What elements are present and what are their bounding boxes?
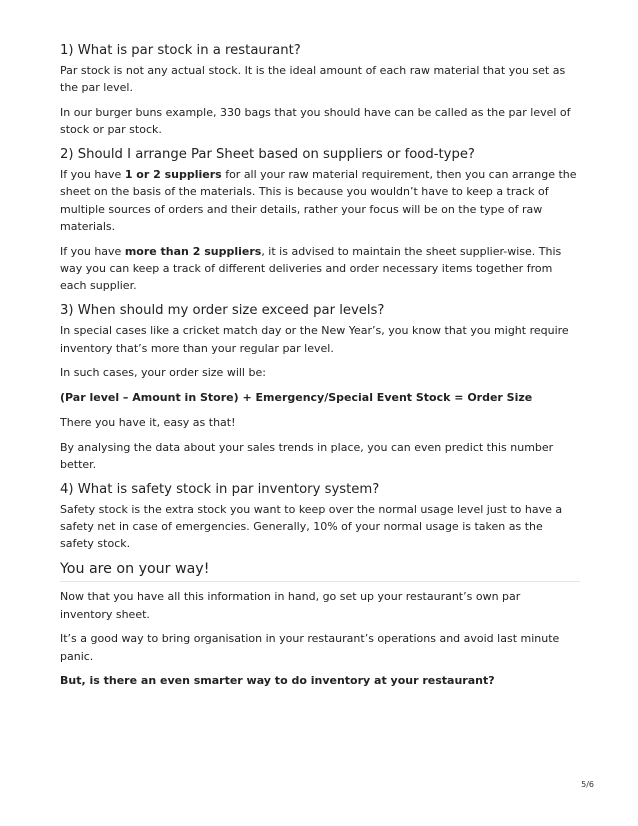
question-1-paragraph-2	[60, 104, 580, 139]
closing-section-heading: You are on your way!	[60, 560, 580, 582]
closing-question: But, is there an even smarter way to do inventory at your restaurant?	[60, 674, 495, 688]
document-page	[60, 42, 580, 697]
text-line: each supplier.	[60, 279, 137, 293]
closing-paragraph-1	[60, 588, 580, 623]
text-line: It’s a good way to bring organisation in your restaurant’s operations and avoid last minute	[60, 632, 560, 646]
text-line: safety stock.	[60, 537, 131, 551]
text-line	[60, 245, 561, 258]
page-number: 5/6	[581, 780, 594, 789]
text-line: multiple sources of orders and their details, rather your focus will be on the type of raw	[60, 202, 543, 216]
bold-text: 1 or 2 suppliers	[124, 168, 222, 182]
question-4-paragraph-1	[60, 501, 580, 553]
text-line: panic.	[60, 649, 94, 663]
text-line: materials.	[60, 220, 116, 234]
question-3-paragraph-4	[60, 439, 580, 474]
question-1-paragraph-1	[60, 62, 580, 97]
text-line: safety net in case of emergencies. Generally, 10% of your normal usage is taken as the	[60, 520, 543, 534]
text-line: By analysing the data about your sales trends in place, you can even predict this number	[60, 440, 554, 454]
text-line: In special cases like a cricket match day or the New Year’s, you know that you might require	[60, 324, 569, 338]
text-line: the par level.	[60, 81, 133, 95]
closing-paragraph-2	[60, 630, 580, 665]
bold-text: more than 2 suppliers	[124, 244, 262, 258]
text-line: inventory sheet.	[60, 607, 150, 621]
question-2-paragraph-1	[60, 166, 580, 235]
text-line: inventory that’s more than your regular par level.	[60, 341, 334, 355]
text-run: for all your raw material requirement, then you can arrange the	[221, 168, 577, 182]
text-run: If you have	[60, 244, 125, 258]
text-line: Now that you have all this information in hand, go set up your restaurant’s own par	[60, 590, 521, 604]
question-4-heading: 4) What is safety stock in par inventory system?	[60, 481, 380, 497]
question-2-paragraph-2	[60, 243, 580, 295]
text-line: stock or par stock.	[60, 123, 162, 137]
text-line: better.	[60, 458, 97, 472]
text-line: Safety stock is the extra stock you want to keep over the normal usage level just to have a	[60, 502, 563, 516]
text-line: In our burger buns example, 330 bags that you should have can be called as the par level of	[60, 106, 571, 120]
question-3-paragraph-2: In such cases, your order size will be:	[60, 366, 266, 380]
question-3-paragraph-3: There you have it, easy as that!	[60, 415, 236, 429]
text-line: Par stock is not any actual stock. It is the ideal amount of each raw material that you set as	[60, 64, 566, 77]
text-run: , it is advised to maintain the sheet supplier-wise. This	[261, 244, 562, 258]
text-line: sheet on the basis of the materials. This is because you wouldn’t have to keep a track of	[60, 185, 549, 199]
question-3-heading: 3) When should my order size exceed par levels?	[60, 303, 385, 319]
order-size-formula: (Par level – Amount in Store) + Emergency/Special Event Stock = Order Size	[60, 391, 533, 405]
text-run: If you have	[60, 168, 125, 182]
text-line: way you can keep a track of different deliveries and order necessary items together from	[60, 262, 553, 276]
question-3-paragraph-1	[60, 322, 580, 357]
question-2-heading: 2) Should I arrange Par Sheet based on suppliers or food-type?	[60, 147, 475, 163]
text-line	[60, 168, 577, 181]
question-1-heading: 1) What is par stock in a restaurant?	[60, 43, 301, 58]
